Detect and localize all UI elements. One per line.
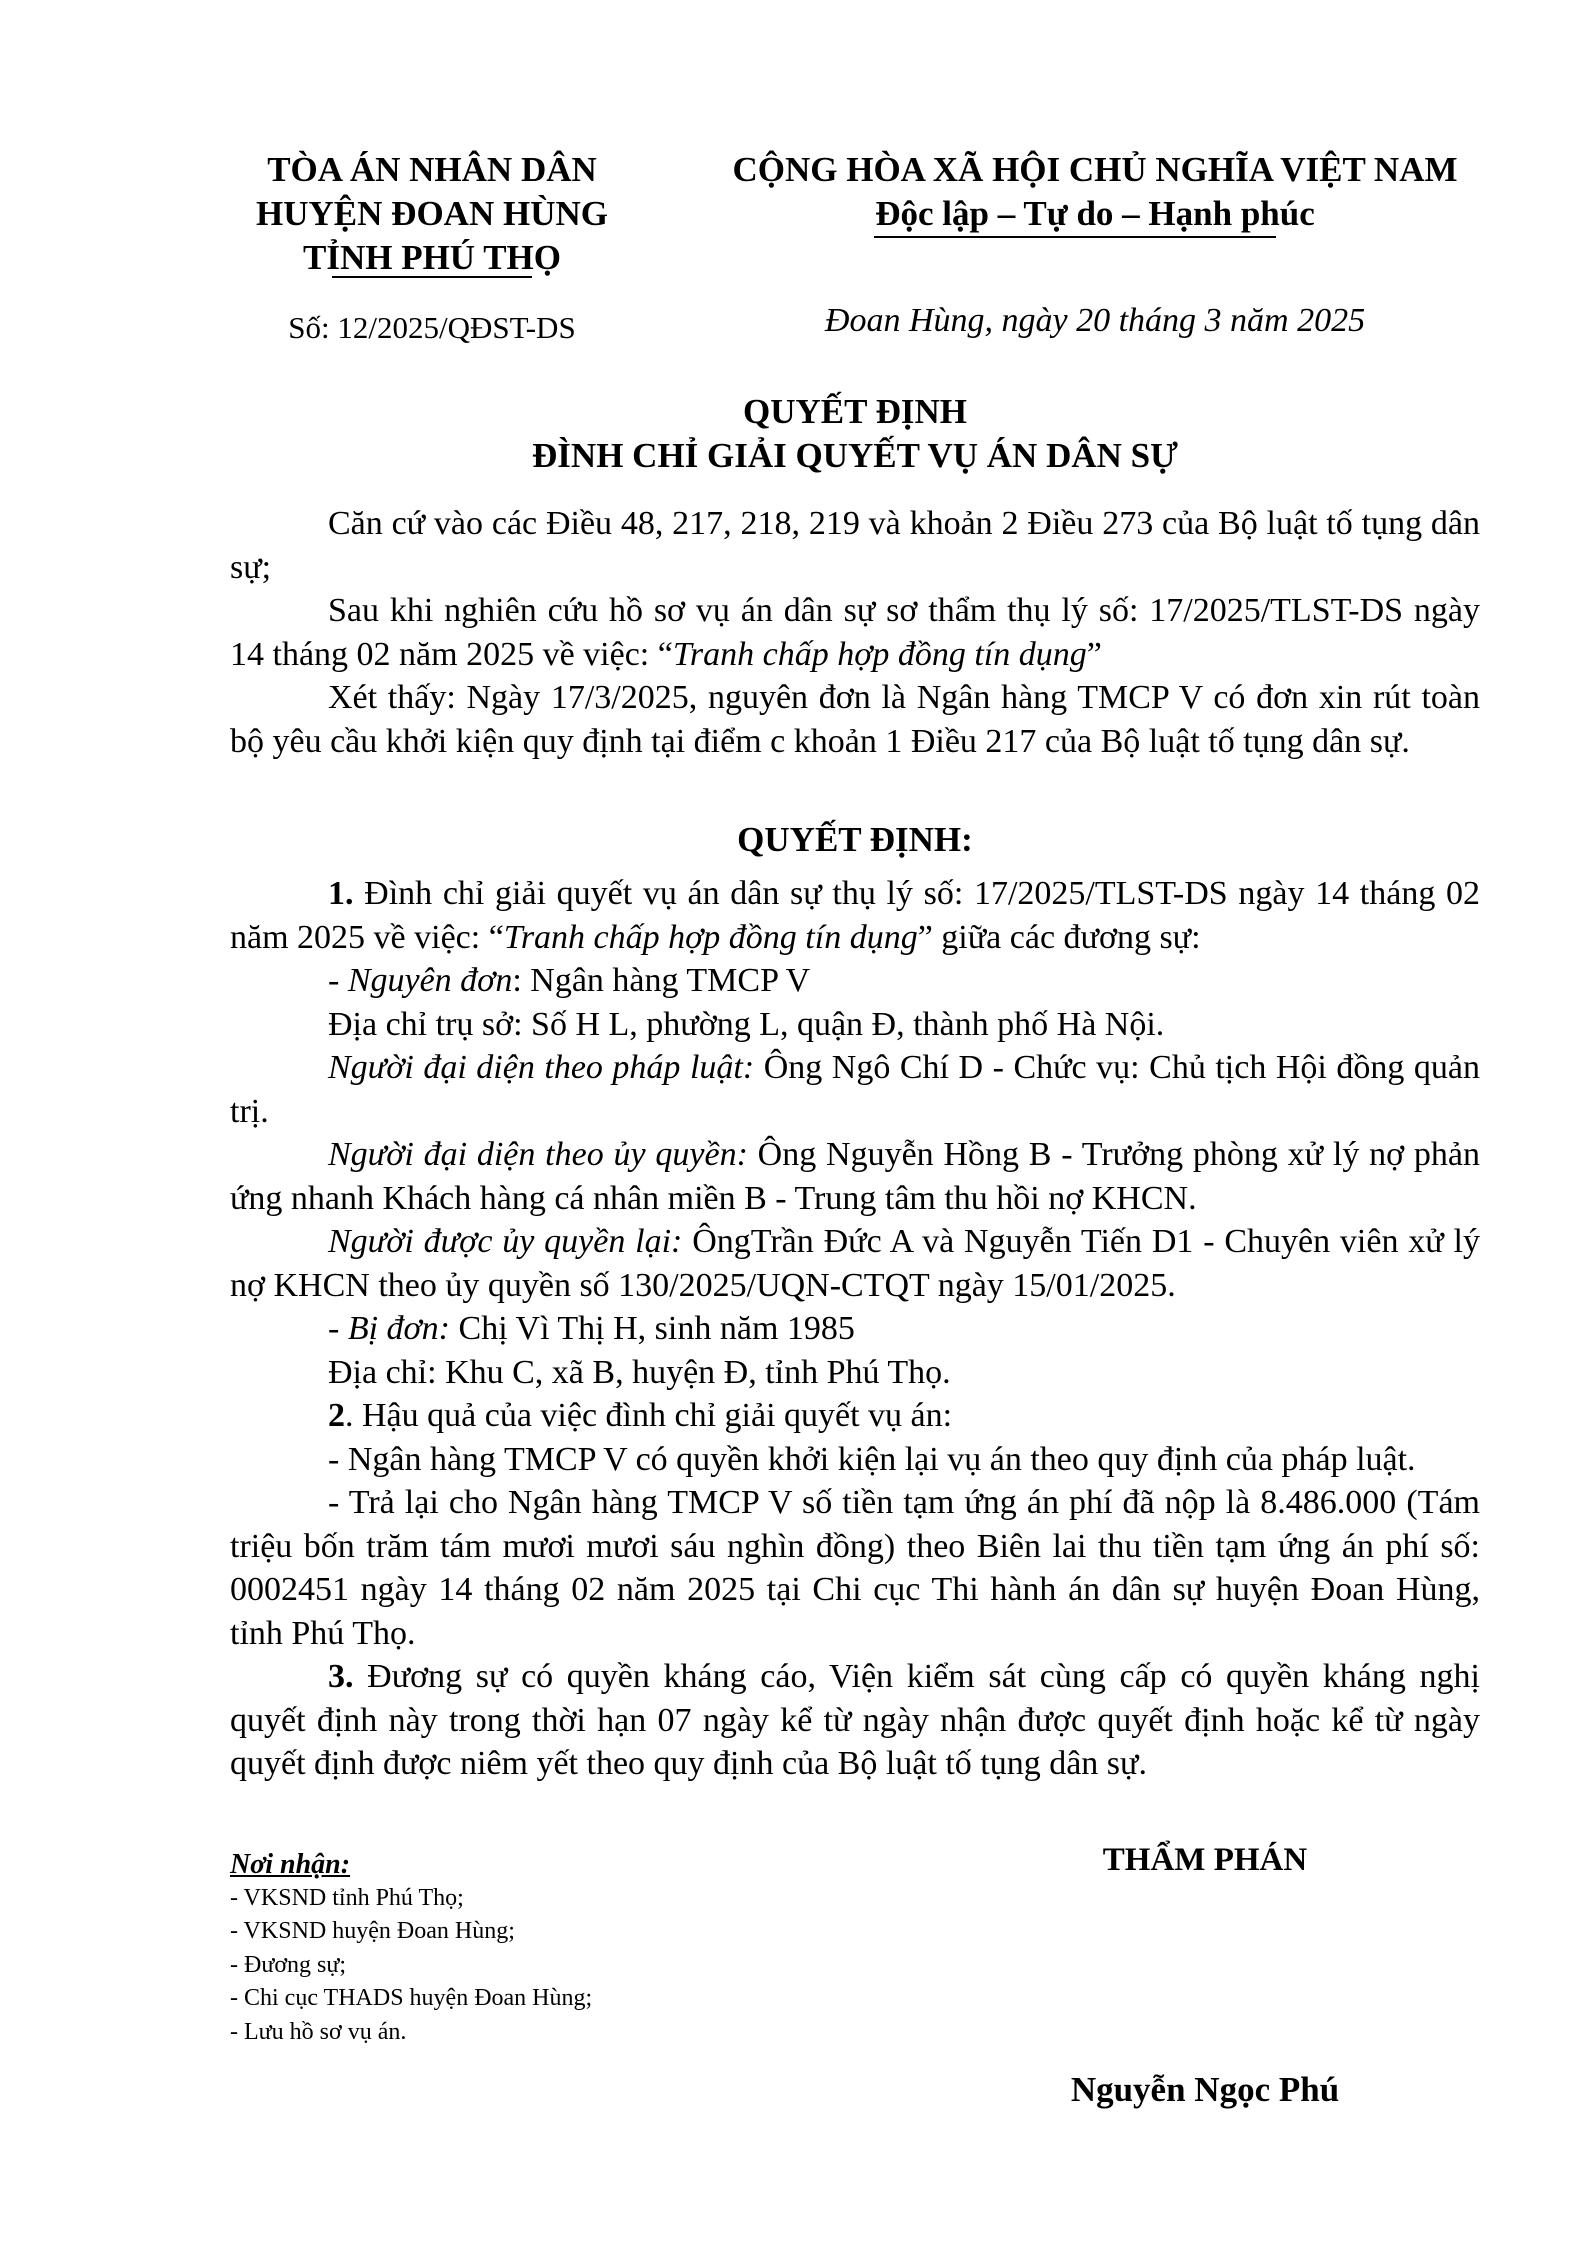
decision-heading: QUYẾT ĐỊNH: xyxy=(737,820,973,859)
consideration: Xét thấy: Ngày 17/3/2025, nguyên đơn là Ngân hàng TMCP V có đơn xin rút toàn bộ yêu cầu khởi kiện quy định tại điểm c khoản 1 Điều 217 của Bộ luật tố tụng dân sự. xyxy=(230,679,1480,760)
item-2-consequence-a: - Ngân hàng TMCP V có quyền khởi kiện lại vụ án theo quy định của pháp luật. xyxy=(328,1440,1416,1478)
defendant xyxy=(230,1307,1480,1351)
legal-representative xyxy=(230,1046,1480,1133)
national-motto: Độc lập – Tự do – Hạnh phúc xyxy=(875,194,1315,233)
signer-role: THẨM PHÁN xyxy=(1102,1842,1308,1878)
plaintiff-label: - Nguyên đơn xyxy=(328,962,513,999)
decision-item-3 xyxy=(230,1655,1480,1786)
motto-underline xyxy=(874,236,1276,238)
recipient-item: - Chi cục THADS huyện Đoan Hùng; xyxy=(230,1985,593,2011)
item-1-end: ” giữa các đương sự: xyxy=(917,918,1201,956)
defendant-label: - Bị đơn: xyxy=(328,1310,451,1347)
nation-name: CỘNG HÒA XÃ HỘI CHỦ NGHĨA VIỆT NAM xyxy=(732,150,1458,189)
item-3-number: 3. xyxy=(328,1658,354,1695)
document-subtitle: ĐÌNH CHỈ GIẢI QUYẾT VỤ ÁN DÂN SỰ xyxy=(532,436,1178,475)
decision-body xyxy=(230,872,1480,1786)
legal-basis: Căn cứ vào các Điều 48, 217, 218, 219 và khoản 2 Điều 273 của Bộ luật tố tụng dân sự; xyxy=(230,505,1480,586)
item-2-number: 2 xyxy=(328,1397,345,1434)
auth-rep-value: Ông Nguyễn Hồng B - Trưởng phòng xử lý nợ phản ứng nhanh Khách hàng cá nhân miền B - Trung tâm thu hồi nợ KHCN. xyxy=(230,1136,1480,1217)
case-type: Tranh chấp hợp đồng tín dụng xyxy=(672,635,1087,673)
defendant-address: Địa chỉ: Khu C, xã B, huyện Đ, tỉnh Phú Thọ. xyxy=(328,1353,951,1391)
court-line-2: HUYỆN ĐOAN HÙNG xyxy=(256,194,608,233)
national-header xyxy=(700,148,1490,236)
court-underline xyxy=(332,276,532,278)
plaintiff xyxy=(230,959,1480,1003)
recipient-item: - Lưu hồ sơ vụ án. xyxy=(230,2018,407,2045)
case-review-text: Sau khi nghiên cứu hồ sơ vụ án dân sự sơ thẩm thụ lý số: 17/2025/TLST-DS ngày 14 tháng 02 năm 2025 về việc: “ xyxy=(230,592,1480,673)
item-2-consequence-b: - Trả lại cho Ngân hàng TMCP V số tiền tạm ứng án phí đã nộp là 8.486.000 (Tám triệu bốn trăm tám mươi mươi sáu nghìn đồng) theo Biên lai thu tiền tạm ứng án phí số: 0002451 ngày 14 tháng 02 năm 2025 tại Chi cục Thi hành án dân sự huyện Đoan Hùng, tỉnh Phú Thọ. xyxy=(230,1484,1480,1652)
court-name-block xyxy=(212,148,652,280)
place-and-date: Đoan Hùng, ngày 20 tháng 3 năm 2025 xyxy=(824,302,1366,339)
sub-authorized-representative xyxy=(230,1220,1480,1307)
recipients-block xyxy=(230,1848,830,2049)
decision-item-1 xyxy=(230,872,1480,959)
item-1-number: 1. xyxy=(328,875,354,912)
court-line-1: TÒA ÁN NHÂN DÂN xyxy=(267,150,597,189)
plaintiff-value: : Ngân hàng TMCP V xyxy=(512,962,811,999)
plaintiff-address: Địa chỉ trụ sở: Số H L, phường L, quận Đ, thành phố Hà Nội. xyxy=(328,1005,1165,1043)
item-3-text: Đương sự có quyền kháng cáo, Viện kiểm sát cùng cấp có quyền kháng nghị quyết định này trong thời hạn 07 ngày kể từ ngày nhận được quyết định hoặc kể từ ngày quyết định được niêm yết theo quy định của Bộ luật tố tụng dân sự. xyxy=(230,1658,1480,1782)
recipient-item: - Đương sự; xyxy=(230,1951,347,1978)
recipients-heading: Nơi nhận: xyxy=(230,1849,351,1880)
legal-rep-value: Ông Ngô Chí D - Chức vụ: Chủ tịch Hội đồng quản trị. xyxy=(230,1049,1480,1130)
court-line-3: TỈNH PHÚ THỌ xyxy=(302,238,561,277)
recipient-item: - VKSND tỉnh Phú Thọ; xyxy=(230,1884,464,1911)
item-1-case-type: Tranh chấp hợp đồng tín dụng xyxy=(503,918,918,956)
sub-rep-label: Người được ủy quyền lại: xyxy=(328,1223,683,1260)
authorized-representative xyxy=(230,1133,1480,1220)
legal-rep-label: Người đại diện theo pháp luật: xyxy=(328,1049,755,1086)
preamble xyxy=(230,502,1480,763)
item-2-text: . Hậu quả của việc đình chỉ giải quyết vụ án: xyxy=(345,1397,953,1434)
document-number: Số: 12/2025/QĐST-DS xyxy=(288,310,576,345)
recipient-item: - VKSND huyện Đoan Hùng; xyxy=(230,1918,515,1944)
case-review-end: ” xyxy=(1086,635,1102,673)
sub-rep-value: ÔngTrần Đức A và Nguyễn Tiến D1 - Chuyên viên xử lý nợ KHCN theo ủy quyền số 130/2025/UQN-CTQT ngày 15/01/2025. xyxy=(230,1223,1480,1304)
decision-item-2 xyxy=(230,1394,1480,1438)
defendant-value: Chị Vì Thị H, sinh năm 1985 xyxy=(450,1310,855,1347)
auth-rep-label: Người đại diện theo ủy quyền: xyxy=(328,1136,748,1173)
item-1-text: Đình chỉ giải quyết vụ án dân sự thụ lý số: 17/2025/TLST-DS ngày 14 tháng 02 năm 2025 về việc: “ xyxy=(230,875,1480,956)
signer-name: Nguyễn Ngọc Phú xyxy=(1070,2070,1340,2109)
document-title: QUYẾT ĐỊNH xyxy=(743,392,967,431)
case-review xyxy=(230,589,1480,676)
